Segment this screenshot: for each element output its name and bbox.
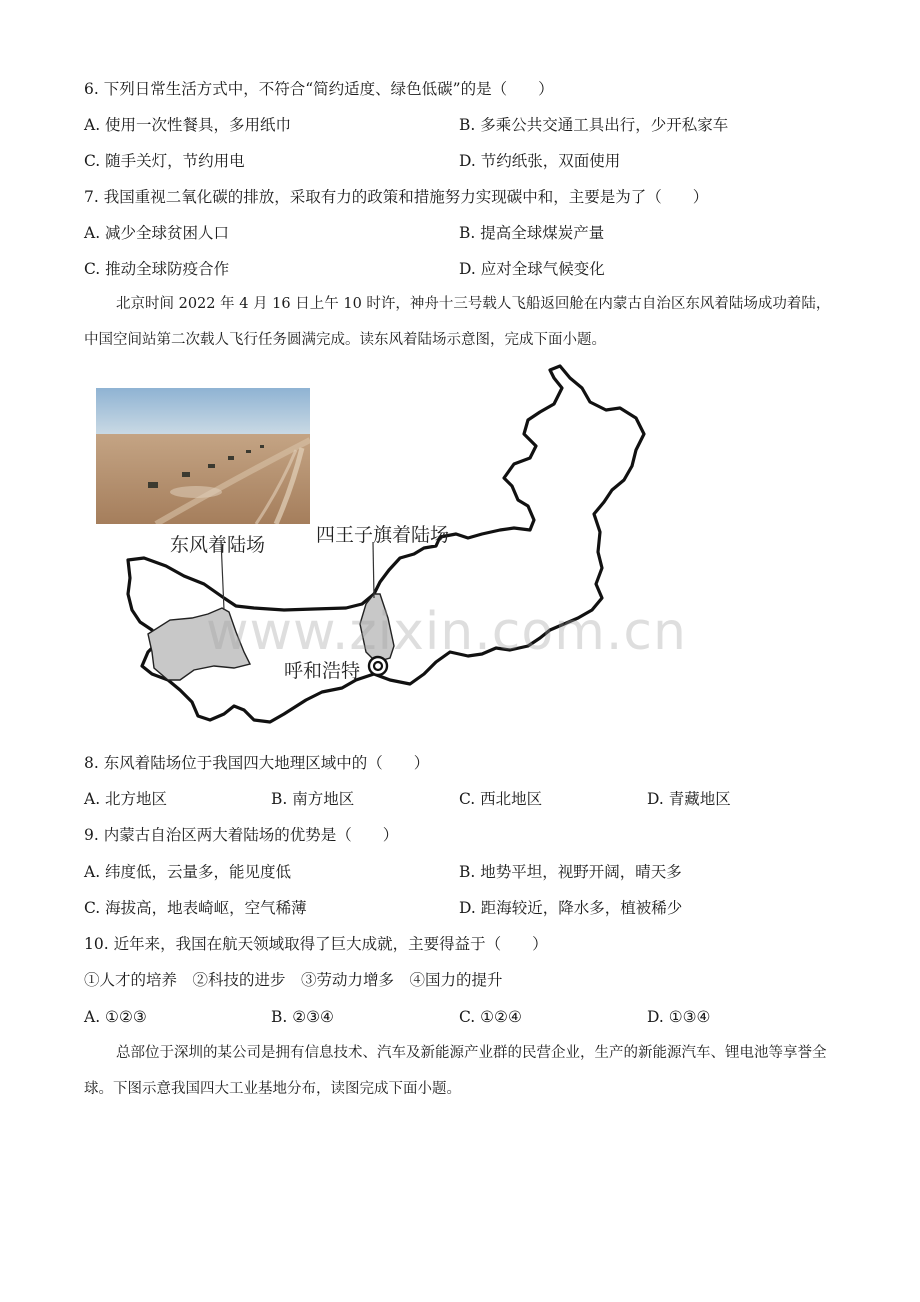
question-7-option-c[interactable]: C. 推动全球防疫合作	[84, 260, 230, 278]
landing-site-photo	[96, 388, 310, 524]
question-8-option-d[interactable]: D. 青藏地区	[647, 790, 731, 808]
question-6-stem: 6. 下列日常生活方式中，不符合“简约适度、绿色低碳”的是（ ）	[84, 80, 554, 98]
question-10-statements: ①人才的培养 ②科技的进步 ③劳动力增多 ④国力的提升	[84, 971, 503, 989]
label-hohhot: 呼和浩特	[284, 660, 361, 682]
siwangzi-leader-line	[373, 542, 374, 598]
question-6-option-d[interactable]: D. 节约纸张，双面使用	[459, 152, 621, 170]
question-10-stem: 10. 近年来，我国在航天领域取得了巨大成就，主要得益于（ ）	[84, 935, 548, 953]
question-7-option-d[interactable]: D. 应对全球气候变化	[459, 260, 605, 278]
question-6-option-a[interactable]: A. 使用一次性餐具，多用纸巾	[84, 116, 292, 134]
question-8-option-c[interactable]: C. 西北地区	[459, 790, 543, 808]
hohhot-marker-inner	[374, 662, 382, 670]
landing-site-map-figure	[84, 362, 704, 742]
question-9-option-b[interactable]: B. 地势平坦，视野开阔，晴天多	[459, 863, 682, 881]
question-9-option-c[interactable]: C. 海拔高，地表崎岖，空气稀薄	[84, 899, 307, 917]
question-10-option-d[interactable]: D. ①③④	[647, 1008, 711, 1026]
question-7-option-a[interactable]: A. 减少全球贫困人口	[84, 224, 230, 242]
question-8-option-b[interactable]: B. 南方地区	[271, 790, 355, 808]
passage-industrial-bases: 总部位于深圳的某公司是拥有信息技术、汽车及新能源产业群的民营企业，生产的新能源汽车、锂电池等享誉全球。下图示意我国四大工业基地分布，读图完成下面小题。	[84, 1045, 827, 1097]
question-9-option-d[interactable]: D. 距海较近，降水多，植被稀少	[459, 899, 683, 917]
label-dongfeng-landing-site: 东风着陆场	[170, 534, 266, 556]
passage-landing-site: 北京时间 2022 年 4 月 16 日上午 10 时许，神舟十三号载人飞船返回舱在内蒙古自治区东风着陆场成功着陆，中国空间站第二次载人飞行任务圆满完成。读东风着陆场示意图，完成下面小题。	[84, 296, 831, 348]
question-8-stem: 8. 东风着陆场位于我国四大地理区域中的（ ）	[84, 754, 430, 772]
question-9-option-a[interactable]: A. 纬度低，云量多，能见度低	[84, 863, 292, 881]
question-7-option-b[interactable]: B. 提高全球煤炭产量	[459, 224, 605, 242]
watermark-text: www.zixin.com.cn	[206, 602, 687, 662]
question-9-stem: 9. 内蒙古自治区两大着陆场的优势是（ ）	[84, 826, 399, 844]
question-10-option-b[interactable]: B. ②③④	[271, 1008, 334, 1026]
question-10-option-c[interactable]: C. ①②④	[459, 1008, 522, 1026]
question-6-option-c[interactable]: C. 随手关灯，节约用电	[84, 152, 245, 170]
question-10-option-a[interactable]: A. ①②③	[84, 1008, 147, 1026]
question-8-option-a[interactable]: A. 北方地区	[84, 790, 168, 808]
label-siwangzi-landing-site: 四王子旗着陆场	[316, 524, 450, 546]
question-7-stem: 7. 我国重视二氧化碳的排放，采取有力的政策和措施努力实现碳中和，主要是为了（ ）	[84, 188, 709, 206]
question-6-option-b[interactable]: B. 多乘公共交通工具出行，少开私家车	[459, 116, 729, 134]
